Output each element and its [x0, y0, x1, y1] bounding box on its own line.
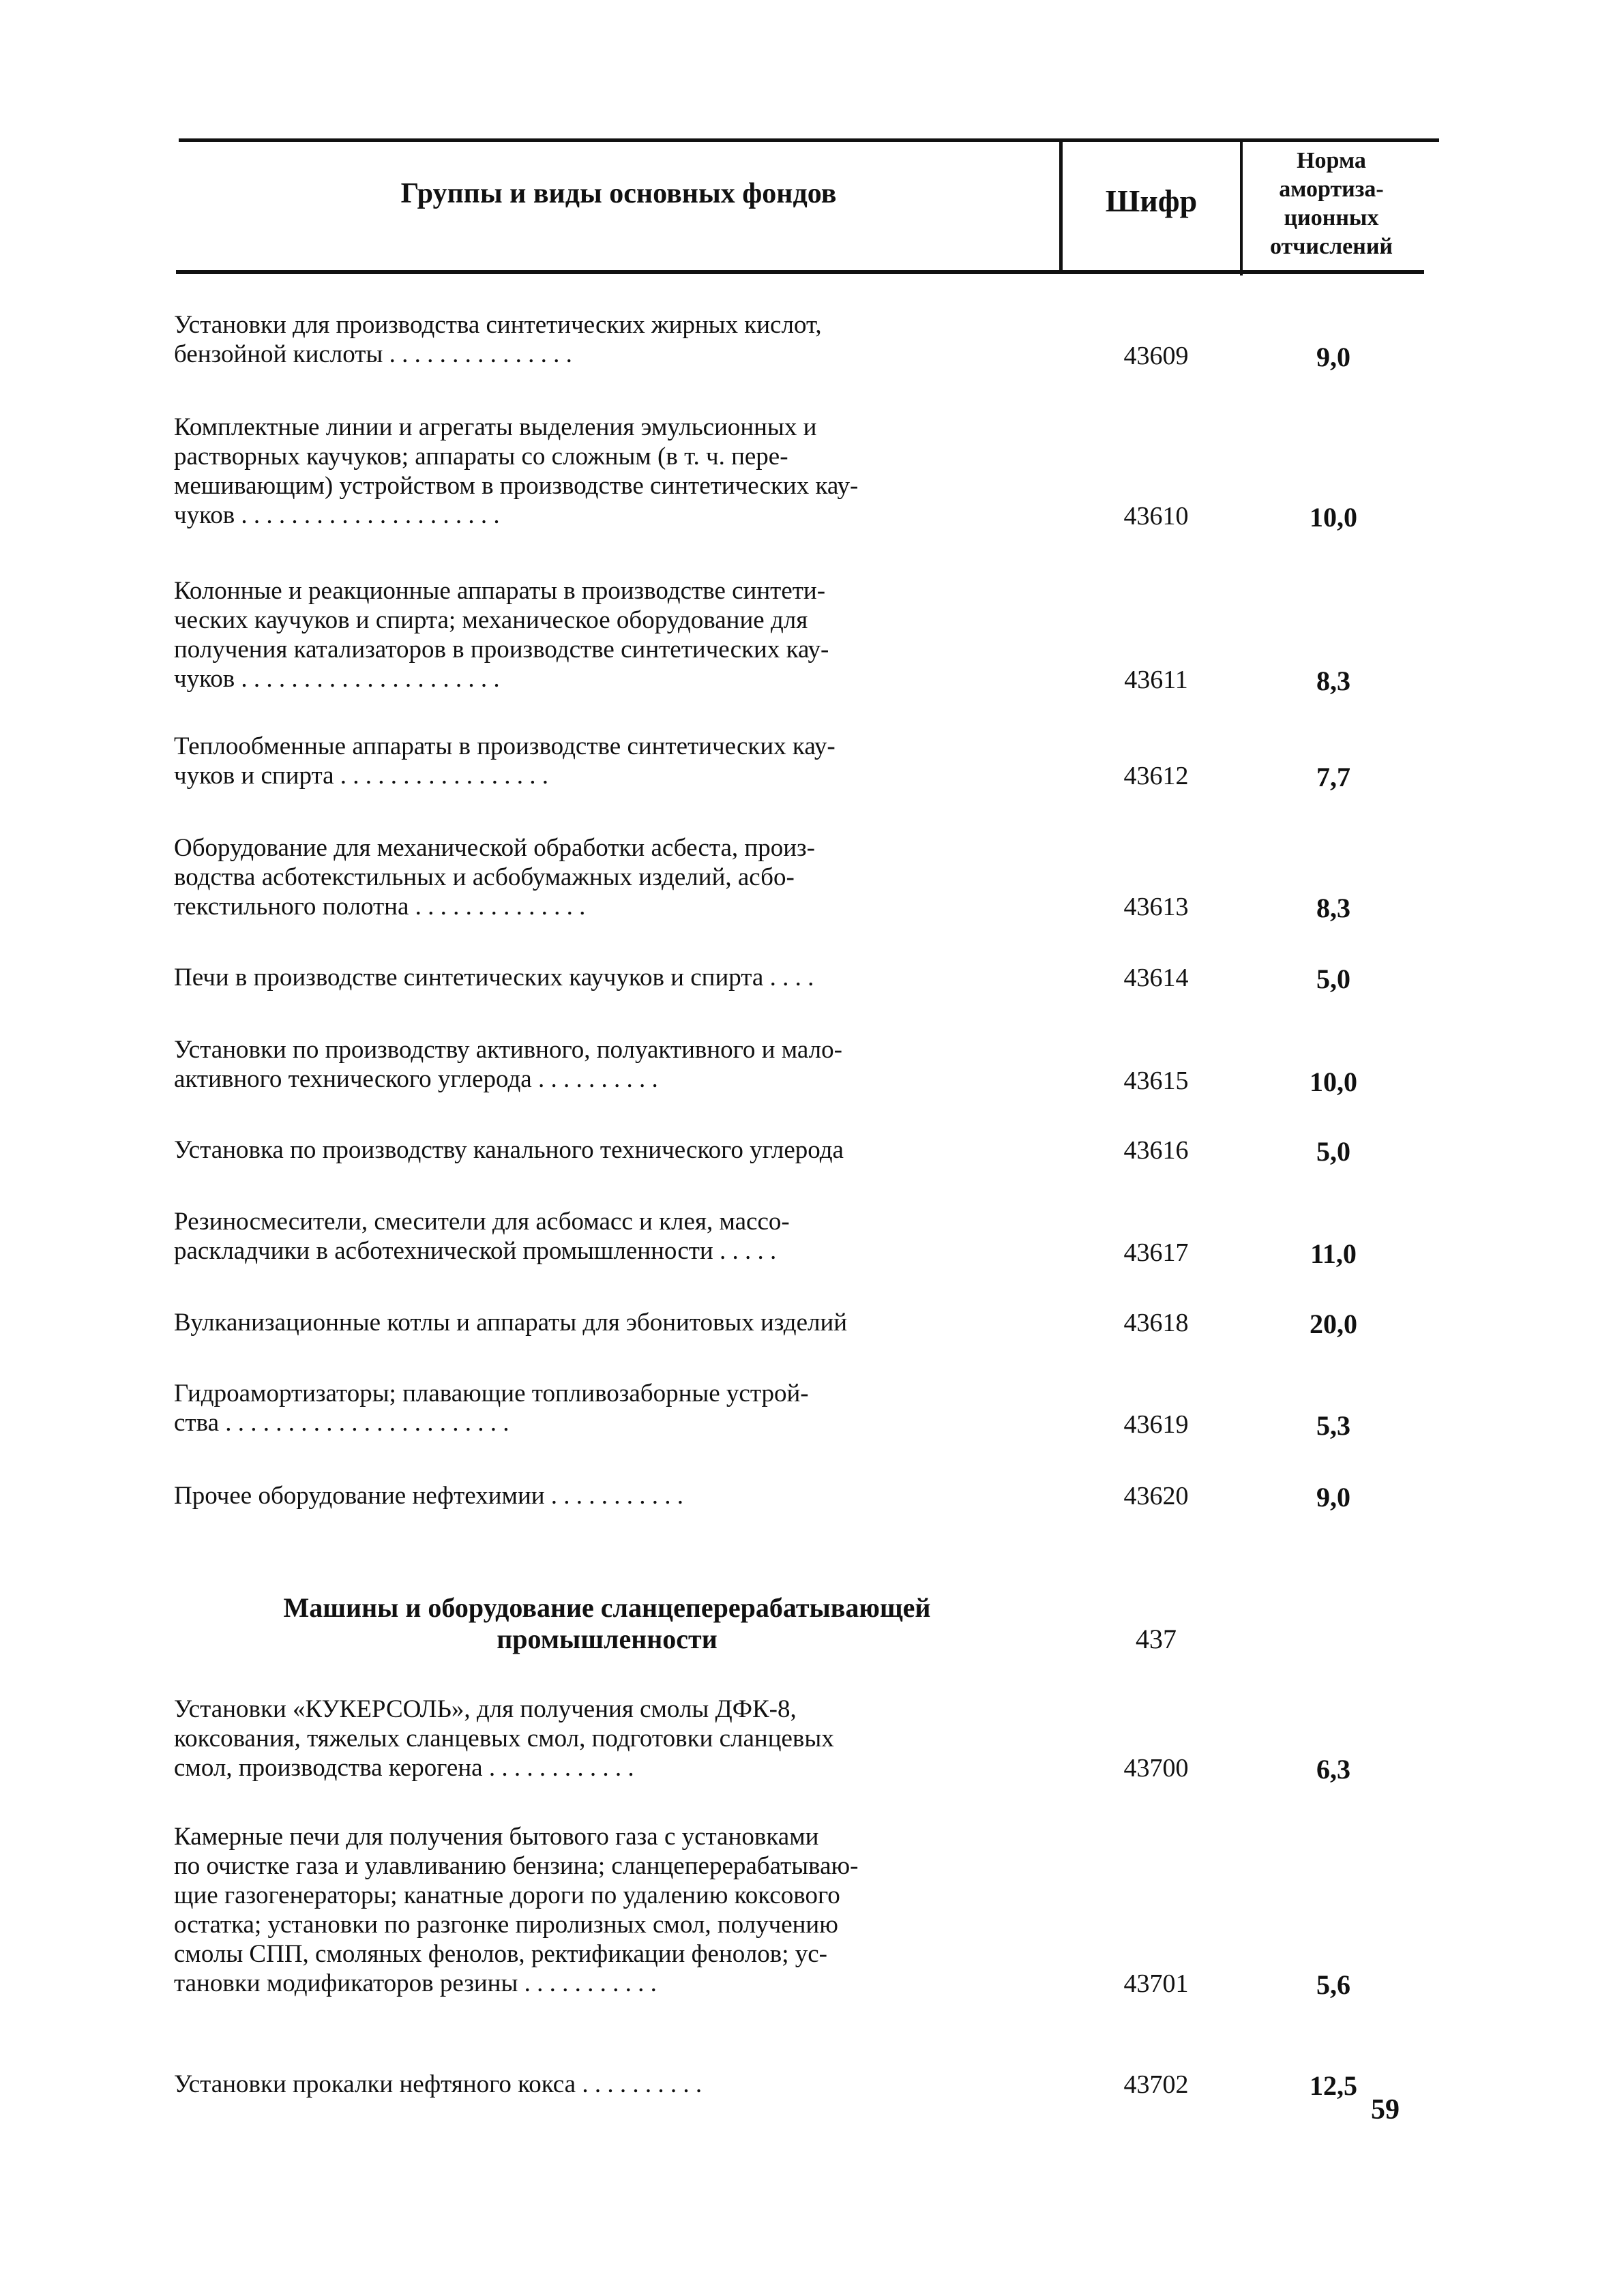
- header-norm-line: ционных: [1284, 205, 1379, 230]
- desc-line: щие газогенераторы; канатные дороги по удалению коксового: [174, 1881, 840, 1909]
- row-norm: 12,5: [1310, 2070, 1357, 2101]
- section-heading-line: Машины и оборудование сланцеперерабатывающей: [283, 1592, 931, 1623]
- section-heading-line: промышленности: [497, 1624, 718, 1654]
- row-norm: 8,3: [1316, 893, 1350, 923]
- desc-line: Установки прокалки нефтяного кокса . . . . . . . . . .: [174, 2070, 703, 2098]
- desc-line: Установка по производству канального технического углерода: [174, 1136, 844, 1164]
- desc-line: по очистке газа и улавливанию бензина; сланцеперерабатываю-: [174, 1852, 859, 1880]
- row-description: [174, 2070, 1040, 2099]
- header-norm-line: отчислений: [1269, 234, 1393, 259]
- row-description: [174, 576, 1040, 694]
- desc-line: Установки для производства синтетических жирных кислот,: [174, 311, 822, 339]
- desc-line: Установки по производству активного, полуактивного и мало-: [174, 1036, 842, 1064]
- row-code: 43620: [1123, 1482, 1189, 1510]
- header-groups-column: Группы и виды основных фондов: [400, 178, 837, 209]
- desc-line: Резиносмесители, смесители для асбомасс и клея, массо-: [174, 1208, 790, 1236]
- desc-line: бензойной кислоты . . . . . . . . . . . . . . .: [174, 340, 572, 368]
- row-norm: 5,0: [1316, 1136, 1350, 1167]
- desc-line: чуков . . . . . . . . . . . . . . . . . . . . .: [174, 665, 500, 693]
- desc-line: Теплообменные аппараты в производстве синтетических кау-: [174, 732, 836, 760]
- desc-line: смолы СПП, смоляных фенолов, ректификации фенолов; ус-: [174, 1940, 827, 1968]
- desc-line: чуков и спирта . . . . . . . . . . . . . . . . .: [174, 762, 549, 790]
- row-code: 43616: [1123, 1136, 1189, 1165]
- desc-line: Вулканизационные котлы и аппараты для эбонитовых изделий: [174, 1309, 848, 1337]
- desc-line: чуков . . . . . . . . . . . . . . . . . . . . .: [174, 501, 500, 529]
- desc-line: Гидроамортизаторы; плавающие топливозаборные устрой-: [174, 1380, 809, 1407]
- header-code-column: Шифр: [1105, 183, 1198, 218]
- section-code: 437: [1136, 1624, 1177, 1654]
- desc-line: Прочее оборудование нефтехимии . . . . . . . . . . .: [174, 1482, 684, 1510]
- desc-line: получения катализаторов в производстве синтетических кау-: [174, 636, 829, 664]
- section-heading: [174, 1592, 1040, 1655]
- row-norm: 10,0: [1310, 1067, 1357, 1097]
- row-code: 43611: [1124, 666, 1188, 694]
- row-description: [174, 310, 1040, 369]
- row-norm: 5,3: [1316, 1410, 1350, 1441]
- row-code: 43610: [1123, 502, 1189, 531]
- row-norm: 7,7: [1316, 762, 1350, 792]
- row-norm: 20,0: [1310, 1309, 1357, 1339]
- desc-line: ства . . . . . . . . . . . . . . . . . . . . . . .: [174, 1409, 509, 1437]
- desc-line: остатка; установки по разгонке пиролизных смол, получению: [174, 1911, 838, 1939]
- row-description: [174, 963, 1040, 992]
- header-norm-line: Норма: [1297, 148, 1366, 173]
- row-code: 43615: [1123, 1067, 1189, 1095]
- row-description: [174, 1481, 1040, 1510]
- header-top-rule: [179, 138, 1439, 142]
- row-code: 43612: [1123, 762, 1189, 790]
- desc-line: Печи в производстве синтетических каучуков и спирта . . . .: [174, 964, 814, 992]
- row-norm: 6,3: [1316, 1754, 1350, 1785]
- row-description: [174, 1135, 1040, 1165]
- row-description: [174, 1695, 1040, 1783]
- desc-line: коксования, тяжелых сланцевых смол, подготовки сланцевых: [174, 1725, 834, 1753]
- desc-line: тановки модификаторов резины . . . . . . . . . . .: [174, 1969, 657, 1997]
- row-description: [174, 1035, 1040, 1094]
- page-number: 59: [1371, 2094, 1400, 2126]
- desc-line: Камерные печи для получения бытового газа с установками: [174, 1823, 819, 1851]
- row-code: 43618: [1123, 1309, 1189, 1337]
- row-description: [174, 1308, 1040, 1337]
- row-norm: 5,6: [1316, 1969, 1350, 2000]
- desc-line: водства асботекстильных и асбобумажных изделий, асбо-: [174, 863, 795, 891]
- row-code: 43613: [1123, 893, 1189, 921]
- desc-line: Оборудование для механической обработки асбеста, произ-: [174, 834, 815, 862]
- row-norm: 9,0: [1316, 342, 1350, 372]
- desc-line: смол, производства керогена . . . . . . . . . . . .: [174, 1754, 634, 1782]
- row-code: 43617: [1123, 1238, 1189, 1267]
- desc-line: Комплектные линии и агрегаты выделения эмульсионных и: [174, 413, 817, 441]
- row-norm: 9,0: [1316, 1482, 1350, 1512]
- row-norm: 10,0: [1310, 502, 1357, 533]
- row-description: [174, 833, 1040, 921]
- row-description: [174, 1379, 1040, 1437]
- desc-line: Колонные и реакционные аппараты в производстве синтети-: [174, 577, 826, 605]
- desc-line: Установки «КУКЕРСОЛЬ», для получения смолы ДФК-8,: [174, 1695, 797, 1723]
- row-code: 43614: [1123, 964, 1189, 992]
- row-code: 43702: [1123, 2070, 1189, 2099]
- row-norm: 5,0: [1316, 964, 1350, 994]
- row-description: [174, 1822, 1040, 1998]
- row-norm: 8,3: [1316, 666, 1350, 696]
- desc-line: растворных каучуков; аппараты со сложным (в т. ч. пере-: [174, 443, 788, 471]
- row-description: [174, 413, 1040, 530]
- desc-line: раскладчики в асботехнической промышленности . . . . .: [174, 1237, 777, 1265]
- row-description: [174, 732, 1040, 790]
- row-code: 43619: [1123, 1410, 1189, 1439]
- row-description: [174, 1207, 1040, 1266]
- desc-line: мешивающим) устройством в производстве синтетических кау-: [174, 472, 859, 500]
- row-norm: 11,0: [1310, 1238, 1357, 1269]
- desc-line: активного технического углерода . . . . . . . . . .: [174, 1065, 658, 1093]
- row-code: 43609: [1123, 342, 1189, 370]
- row-code: 43701: [1123, 1969, 1189, 1998]
- header-norm-line: амортиза-: [1279, 177, 1384, 202]
- desc-line: ческих каучуков и спирта; механическое оборудование для: [174, 606, 808, 634]
- header-norm-column: [1243, 147, 1420, 261]
- row-code: 43700: [1123, 1754, 1189, 1783]
- header-bottom-rule: [176, 270, 1424, 274]
- desc-line: текстильного полотна . . . . . . . . . . . . . .: [174, 893, 586, 921]
